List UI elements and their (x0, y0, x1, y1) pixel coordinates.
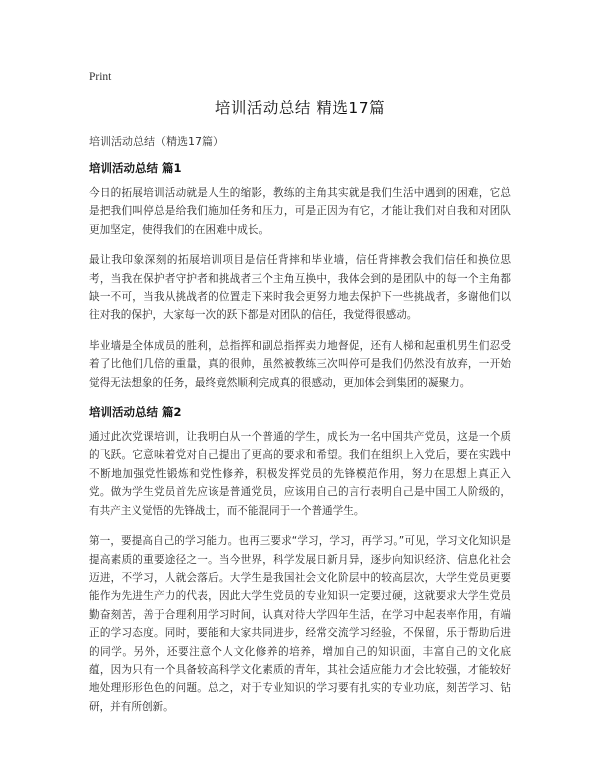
section-heading: 培训活动总结 篇2 (89, 405, 182, 420)
section-1 (89, 160, 511, 392)
document-subtitle: 培训活动总结（精选17篇） (89, 135, 224, 148)
paragraph: 今日的拓展培训活动就是人生的缩影，教练的主角其实就是我们生活中遇到的困难，它总是把我们叫停总是给我们施加任务和压力，可是正因为有它，才能让我们对自我和对团队更加坚定，使得我们的在困难中成长。 (89, 187, 511, 236)
document-body (89, 134, 511, 728)
print-link[interactable]: Print (89, 71, 112, 83)
document-title: 培训活动总结 精选17篇 (214, 99, 386, 117)
section-heading: 培训活动总结 篇1 (89, 161, 182, 175)
paragraph: 毕业墙是全体成员的胜利，总指挥和副总指挥卖力地督促，还有人梯和起重机男生们忍受着了比他们几倍的重量，真的很帅，虽然被教练三次叫停可是我们仍然没有放弃，一开始觉得无法想象的任务，最终竟然顺利完成真的很感动，更加体会到集团的凝聚力。 (89, 339, 511, 389)
section-2 (89, 404, 511, 716)
paragraph: 第一，要提高自己的学习能力。也再三要求“学习，学习，再学习。”可见，学习文化知识是提高素质的重要途径之一。当今世界，科学发展日新月异，逐步向知识经济、信息化社会迈进，不学习，人就会落后。大学生是我国社会文化阶层中的较高层次，大学生党员更要能作为先进生产力的代表，因此大学生党员的专业知识一定要过硬，这就要求大学生党员勤奋刻苦，善于合理利用学习时间，认真对待大学四年生活，在学习中起表率作用，有端正的学习态度。同时，要能和大家共同进步，经常交流学习经验，不保留，乐于帮助后进的同学。另外，还要注意个人文化修养的培养，增加自己的知识面，丰富自己的文化底蕴，因为只有一个具备较高科学文化素质的青年，其社会适应能力才会比较强，才能较好地处理形形色色的问题。总之，对于专业知识的学习要有扎实的专业功底，刻苦学习、钻研，并有所创新。 (89, 535, 511, 713)
paragraph: 最让我印象深刻的拓展培训项目是信任背摔和毕业墙，信任背摔教会我们信任和换位思考，当我在保护者守护者和挑战者三个主角互换中，我体会到的是团队中的每一个主角都缺一不可，当我从挑战者的位置走下来时我会更努力地去保护下一些挑战者，多谢他们以往对我的保护，大家每一次的跃下都是对团队的信任，我觉得很感动。 (89, 254, 511, 322)
paragraph: 通过此次党课培训，让我明白从一个普通的学生，成长为一名中国共产党员，这是一个质的飞跃。它意味着党对自己提出了更高的要求和希望。我们在组织上入党后，要在实践中不断地加强党性锻炼和党性修养，积极发挥党员的先锋模范作用，努力在思想上真正入党。做为学生党员首先应该是普通党员，应该用自己的言行表明自己是中国工人阶级的，有共产主义觉悟的先锋战士，而不能混同于一个普通学生。 (89, 431, 511, 517)
